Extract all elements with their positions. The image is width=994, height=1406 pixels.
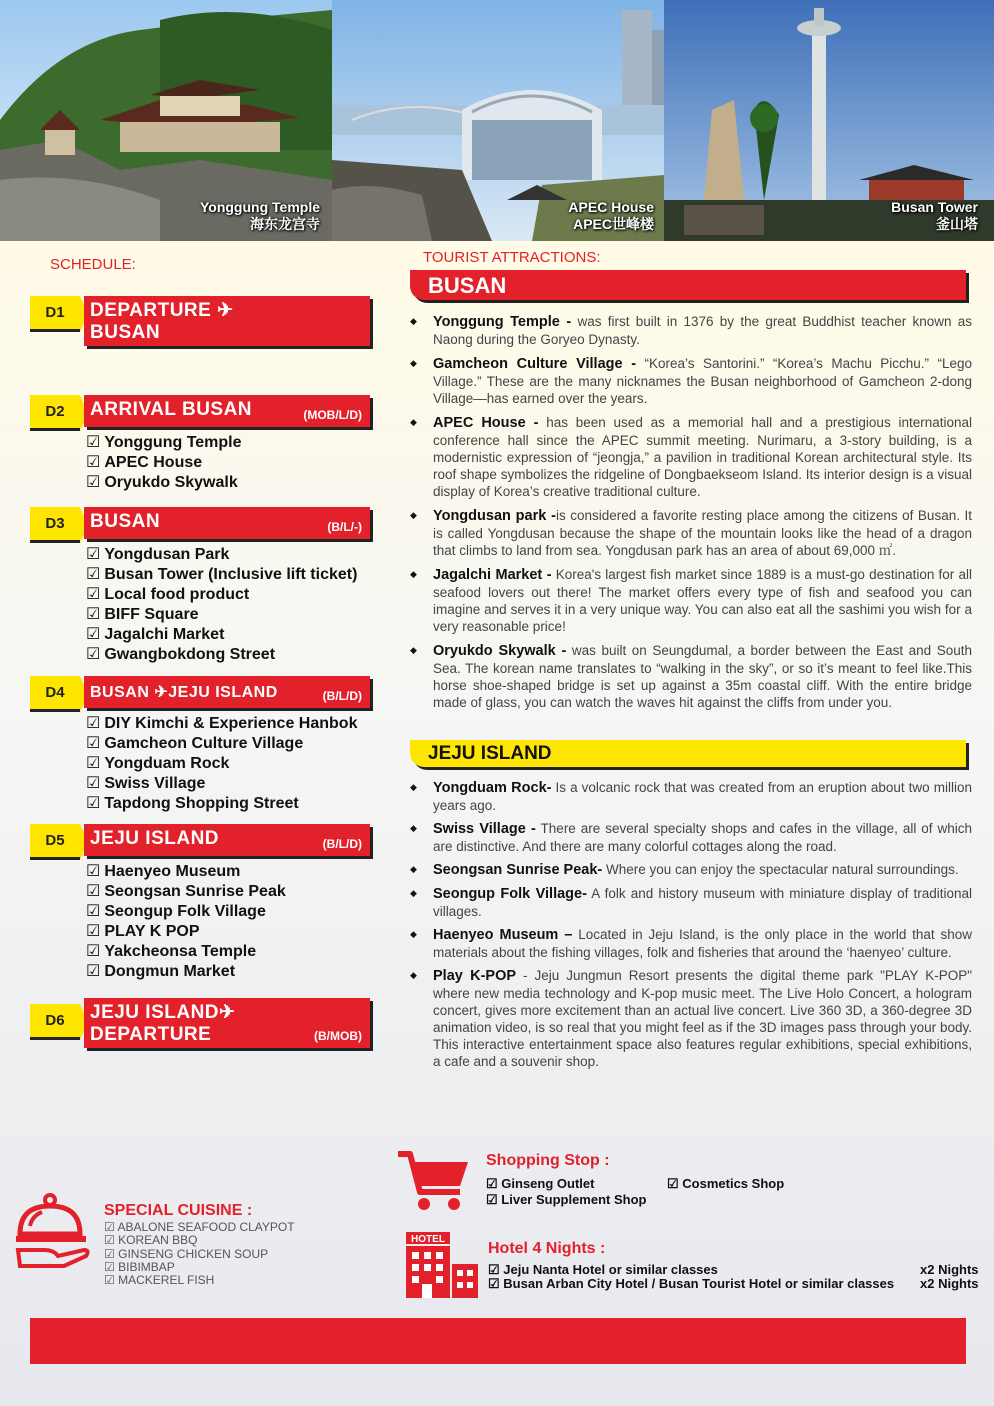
list-item — [410, 861, 972, 879]
attraction-desc: was built on Seungdumal, a border between the East and South Sea. The korean name translates to “walking in the sky”, or so it’s meant to feel like.This horse shoe-shaped bridge is set up against a 35m coastal cliff. With the entire bridge made of glass, you can watch the waves hit against the cliffs from under you. — [433, 643, 972, 710]
checkbox-icon: ☑ — [104, 1259, 115, 1274]
list-item: ☑ Yongduam Rock — [86, 755, 230, 772]
list-item: ☑ Seongsan Sunrise Peak — [86, 883, 286, 900]
list-item: ☑ Yakcheonsa Temple — [86, 943, 257, 960]
footer-bar — [30, 1318, 966, 1364]
checkbox-icon: ☑ — [104, 1233, 115, 1248]
region-title: JEJU ISLAND — [428, 743, 552, 764]
list-item — [410, 507, 972, 559]
checkbox-icon: ☑ — [86, 454, 101, 471]
day-title-line1: DEPARTURE ✈ — [90, 300, 234, 321]
day-title-bar — [84, 296, 370, 346]
attraction-name: APEC House - — [433, 415, 539, 431]
attraction-desc: Located in Jeju Island, is the only place in the world that show materials about the fishing villages, folk and fisheries that around the ‘haenyeo’ culture. — [433, 927, 972, 960]
list-item — [410, 313, 972, 348]
attraction-desc: is considered a favorite resting place among the citizens of Busan. It is called Yongdusan because the shape of the mountain looks like the head of a dragon that climbs to land from sea. Yongdusan park has an area of about 69,000 ㎡. — [433, 508, 972, 558]
day-3 — [30, 507, 370, 665]
photo-caption-cn: 釜山塔 — [936, 216, 978, 232]
attraction-desc: has been used as a memorial hall and a prestigious international conference hall since the APEC summit meeting. Nurimaru, a 3-story building, is a modernistic expression of “jeongja,” a pavilion in traditional Korean architectural style. Its roof shape symbolizes the ridgeline of Dongbaekseom Island. Its interior design is a visual display of Korea’s creative traditional culture. — [433, 415, 972, 499]
checkbox-icon: ☑ — [86, 863, 101, 880]
day-4 — [30, 676, 370, 814]
day-title: BUSAN ✈JEJU ISLAND — [90, 684, 278, 701]
checkbox-icon: ☑ — [86, 606, 101, 623]
day-title-line1: JEJU ISLAND✈ — [90, 1002, 236, 1023]
checkbox-icon: ☑ — [86, 883, 101, 900]
day-title: BUSAN — [90, 511, 161, 532]
list-item: ☑ Swiss Village — [86, 775, 206, 792]
photo-caption-en: APEC House — [568, 199, 654, 215]
list-item: ☑ BIFF Square — [86, 606, 199, 623]
photo-caption-en: Busan Tower — [891, 199, 978, 215]
list-item — [410, 779, 972, 814]
list-item: ☑ Gwangbokdong Street — [86, 646, 276, 663]
list-item: ☑ Local food product — [86, 586, 250, 603]
attraction-desc: Is a volcanic rock that was created from an eruption about two million years ago. — [433, 780, 972, 813]
shopping-item: ☑ Cosmetics Shop — [667, 1176, 785, 1191]
attraction-name: Swiss Village - — [433, 821, 536, 837]
busan-attractions-list — [410, 313, 972, 711]
checkbox-icon: ☑ — [104, 1273, 115, 1288]
region-header-busan — [410, 270, 966, 300]
photo-yonggung-temple — [0, 0, 332, 241]
hotel-item: ☑ Busan Arban City Hotel / Busan Tourist Hotel or similar classes — [488, 1276, 895, 1291]
list-item — [410, 355, 972, 407]
list-item: ☑ Yonggung Temple — [86, 434, 242, 451]
list-item — [410, 566, 972, 635]
checkbox-icon: ☑ — [104, 1246, 115, 1261]
attractions-title: TOURIST ATTRACTIONS: — [423, 249, 601, 266]
jeju-attractions-list — [410, 779, 972, 1070]
hotel-icon — [402, 1228, 480, 1300]
list-item: ☑ DIY Kimchi & Experience Hanbok — [86, 715, 358, 732]
photo-apec-house — [332, 0, 664, 241]
photo-caption-cn: 海东龙宫寺 — [250, 216, 320, 232]
checkbox-icon: ☑ — [86, 755, 101, 772]
day-title: JEJU ISLAND — [90, 828, 220, 849]
cuisine-title: SPECIAL CUISINE : — [104, 1202, 253, 1219]
day-title-line2: BUSAN — [90, 322, 161, 343]
meal-code: (B/L/D) — [322, 689, 362, 703]
day-tag: D3 — [30, 507, 80, 543]
cuisine-list — [104, 1221, 295, 1287]
day-items — [86, 862, 370, 982]
attraction-name: Yongduam Rock- — [433, 780, 552, 796]
day-title-bar — [84, 676, 370, 708]
list-item: ☑ Busan Tower (Inclusive lift ticket) — [86, 566, 358, 583]
meal-code: (B/MOB) — [314, 1029, 362, 1043]
day-tag: D1 — [30, 296, 80, 332]
checkbox-icon: ☑ — [86, 586, 101, 603]
list-item — [410, 885, 972, 920]
schedule-title: SCHEDULE: — [50, 256, 136, 273]
checkbox-icon: ☑ — [86, 474, 101, 491]
list-item — [410, 820, 972, 855]
day-tag: D6 — [30, 1004, 80, 1040]
hotel-nights: x2 Nights — [920, 1276, 979, 1291]
checkbox-icon: ☑ — [86, 626, 101, 643]
list-item: ☑ APEC House — [86, 454, 203, 471]
attraction-desc: was first built in 1376 by the great Buddhist teacher known as Naong during the Goryeo Dynasty. — [433, 314, 972, 347]
day-title-line2: DEPARTURE — [90, 1024, 212, 1045]
photo-caption-en: Yonggung Temple — [199, 199, 320, 215]
day-title-bar — [84, 395, 370, 427]
day-title-bar — [84, 507, 370, 539]
attraction-desc: Where you can enjoy the spectacular natural surroundings. — [602, 862, 959, 877]
checkbox-icon: ☑ — [86, 566, 101, 583]
day-title: ARRIVAL BUSAN — [90, 399, 253, 420]
checkbox-icon: ☑ — [86, 923, 101, 940]
day-items — [86, 433, 370, 493]
day-title — [90, 300, 234, 344]
day-6 — [30, 998, 370, 1048]
checkbox-icon: ☑ — [86, 795, 101, 812]
attraction-name: Play K-POP — [433, 968, 517, 984]
list-item: ☑ Yongdusan Park — [86, 546, 230, 563]
checkbox-icon: ☑ — [86, 943, 101, 960]
list-item — [410, 967, 972, 1070]
checkbox-icon: ☑ — [86, 715, 101, 732]
list-item — [410, 414, 972, 500]
day-1 — [30, 296, 370, 346]
shopping-cart-icon — [396, 1148, 472, 1214]
attraction-name: Gamcheon Culture Village - — [433, 356, 637, 372]
attraction-desc: There are several specialty shops and cafes in the village, all of which are distinctive. And there are many colorful cottages along the road. — [433, 821, 972, 854]
day-tag: D4 — [30, 676, 80, 712]
list-item: ☑ BIBIMBAP — [104, 1259, 175, 1274]
hotel-title: Hotel 4 Nights : — [488, 1240, 606, 1257]
list-item: ☑ Gamcheon Culture Village — [86, 735, 304, 752]
hotel-sign-text: HOTEL — [411, 1234, 445, 1245]
cloche-icon — [14, 1190, 92, 1270]
day-title-bar — [84, 998, 370, 1048]
attraction-desc: Korea's largest fish market since 1889 is a must-go destination for all seafood lovers out there! The market offers every type of fish and seafood you can imagine and serves it in a very unique way. You can also eat all the sashimi you wish for a very reasonable price! — [433, 567, 972, 634]
checkbox-icon: ☑ — [86, 434, 101, 451]
day-items — [86, 545, 370, 665]
shopping-item: ☑ Ginseng Outlet — [486, 1176, 595, 1191]
attraction-name: Haenyeo Museum – — [433, 927, 573, 943]
day-tag: D2 — [30, 395, 80, 431]
hotel-item: ☑ Jeju Nanta Hotel or similar classes — [488, 1262, 718, 1277]
shopping-item: ☑ Liver Supplement Shop — [486, 1192, 647, 1207]
list-item: ☑ Seongup Folk Village — [86, 903, 266, 920]
hotel-nights: x2 Nights — [920, 1262, 979, 1277]
checkbox-icon: ☑ — [86, 546, 101, 563]
region-title: BUSAN — [428, 273, 507, 298]
checkbox-icon: ☑ — [86, 903, 101, 920]
checkbox-icon: ☑ — [86, 735, 101, 752]
attraction-name: Oryukdo Skywalk - — [433, 643, 567, 659]
attraction-name: Jagalchi Market - — [433, 567, 552, 583]
day-2 — [30, 395, 370, 493]
list-item: ☑ Oryukdo Skywalk — [86, 474, 238, 491]
checkbox-icon: ☑ — [104, 1220, 115, 1234]
attraction-desc: - Jeju Jungmun Resort presents the digital theme park "PLAY K-POP" where new media technology and K-pop music meet. The Live Holo Concert, a hologram concert, gives more excitement than an actual live concert. Live 360 3D, a 360-degree 3D animation video, is so real that you might feel as if the 3D images pass through your body. This interactive entertainment space also features regular exhibitions, special exhibitions, a cafe and a souvenir shop. — [433, 968, 972, 1069]
attraction-desc: “Korea’s Santorini.” “Korea’s Machu Picchu.” “Lego Village.” These are the many nicknames the Busan neighborhood of Gamcheon 2-dong Village—has earned over the years. — [433, 356, 972, 406]
list-item: ☑ PLAY K POP — [86, 923, 200, 940]
region-header-jeju — [410, 740, 966, 767]
photo-busan-tower — [664, 0, 994, 241]
attraction-name: Seongsan Sunrise Peak- — [433, 862, 603, 878]
list-item: ☑ Haenyeo Museum — [86, 863, 241, 880]
attraction-name: Yonggung Temple - — [433, 314, 572, 330]
day-title — [90, 1002, 235, 1046]
attraction-name: Yongdusan park - — [433, 508, 556, 524]
photo-caption-cn: APEC世峰楼 — [573, 216, 654, 232]
attraction-desc: A folk and history museum with miniature display of traditional villages. — [433, 886, 972, 919]
list-item: ☑ Tapdong Shopping Street — [86, 795, 299, 812]
meal-code: (B/L/-) — [327, 520, 362, 534]
day-title-bar — [84, 824, 370, 856]
checkbox-icon: ☑ — [86, 646, 101, 663]
list-item — [410, 642, 972, 711]
list-item: ☑ ABALONE SEAFOOD CLAYPOT — [104, 1220, 295, 1234]
list-item: ☑ MACKEREL FISH — [104, 1273, 215, 1288]
checkbox-icon: ☑ — [86, 775, 101, 792]
day-5 — [30, 824, 370, 982]
list-item: ☑ KOREAN BBQ — [104, 1233, 198, 1248]
meal-code: (MOB/L/D) — [303, 408, 362, 422]
day-items — [86, 714, 370, 814]
meal-code: (B/L/D) — [322, 837, 362, 851]
attraction-name: Seongup Folk Village- — [433, 886, 587, 902]
checkbox-icon: ☑ — [86, 963, 101, 980]
list-item: ☑ Jagalchi Market — [86, 626, 225, 643]
shopping-title: Shopping Stop : — [486, 1152, 610, 1169]
list-item: ☑ GINSENG CHICKEN SOUP — [104, 1246, 269, 1261]
list-item — [410, 926, 972, 961]
list-item: ☑ Dongmun Market — [86, 963, 236, 980]
day-tag: D5 — [30, 824, 80, 860]
